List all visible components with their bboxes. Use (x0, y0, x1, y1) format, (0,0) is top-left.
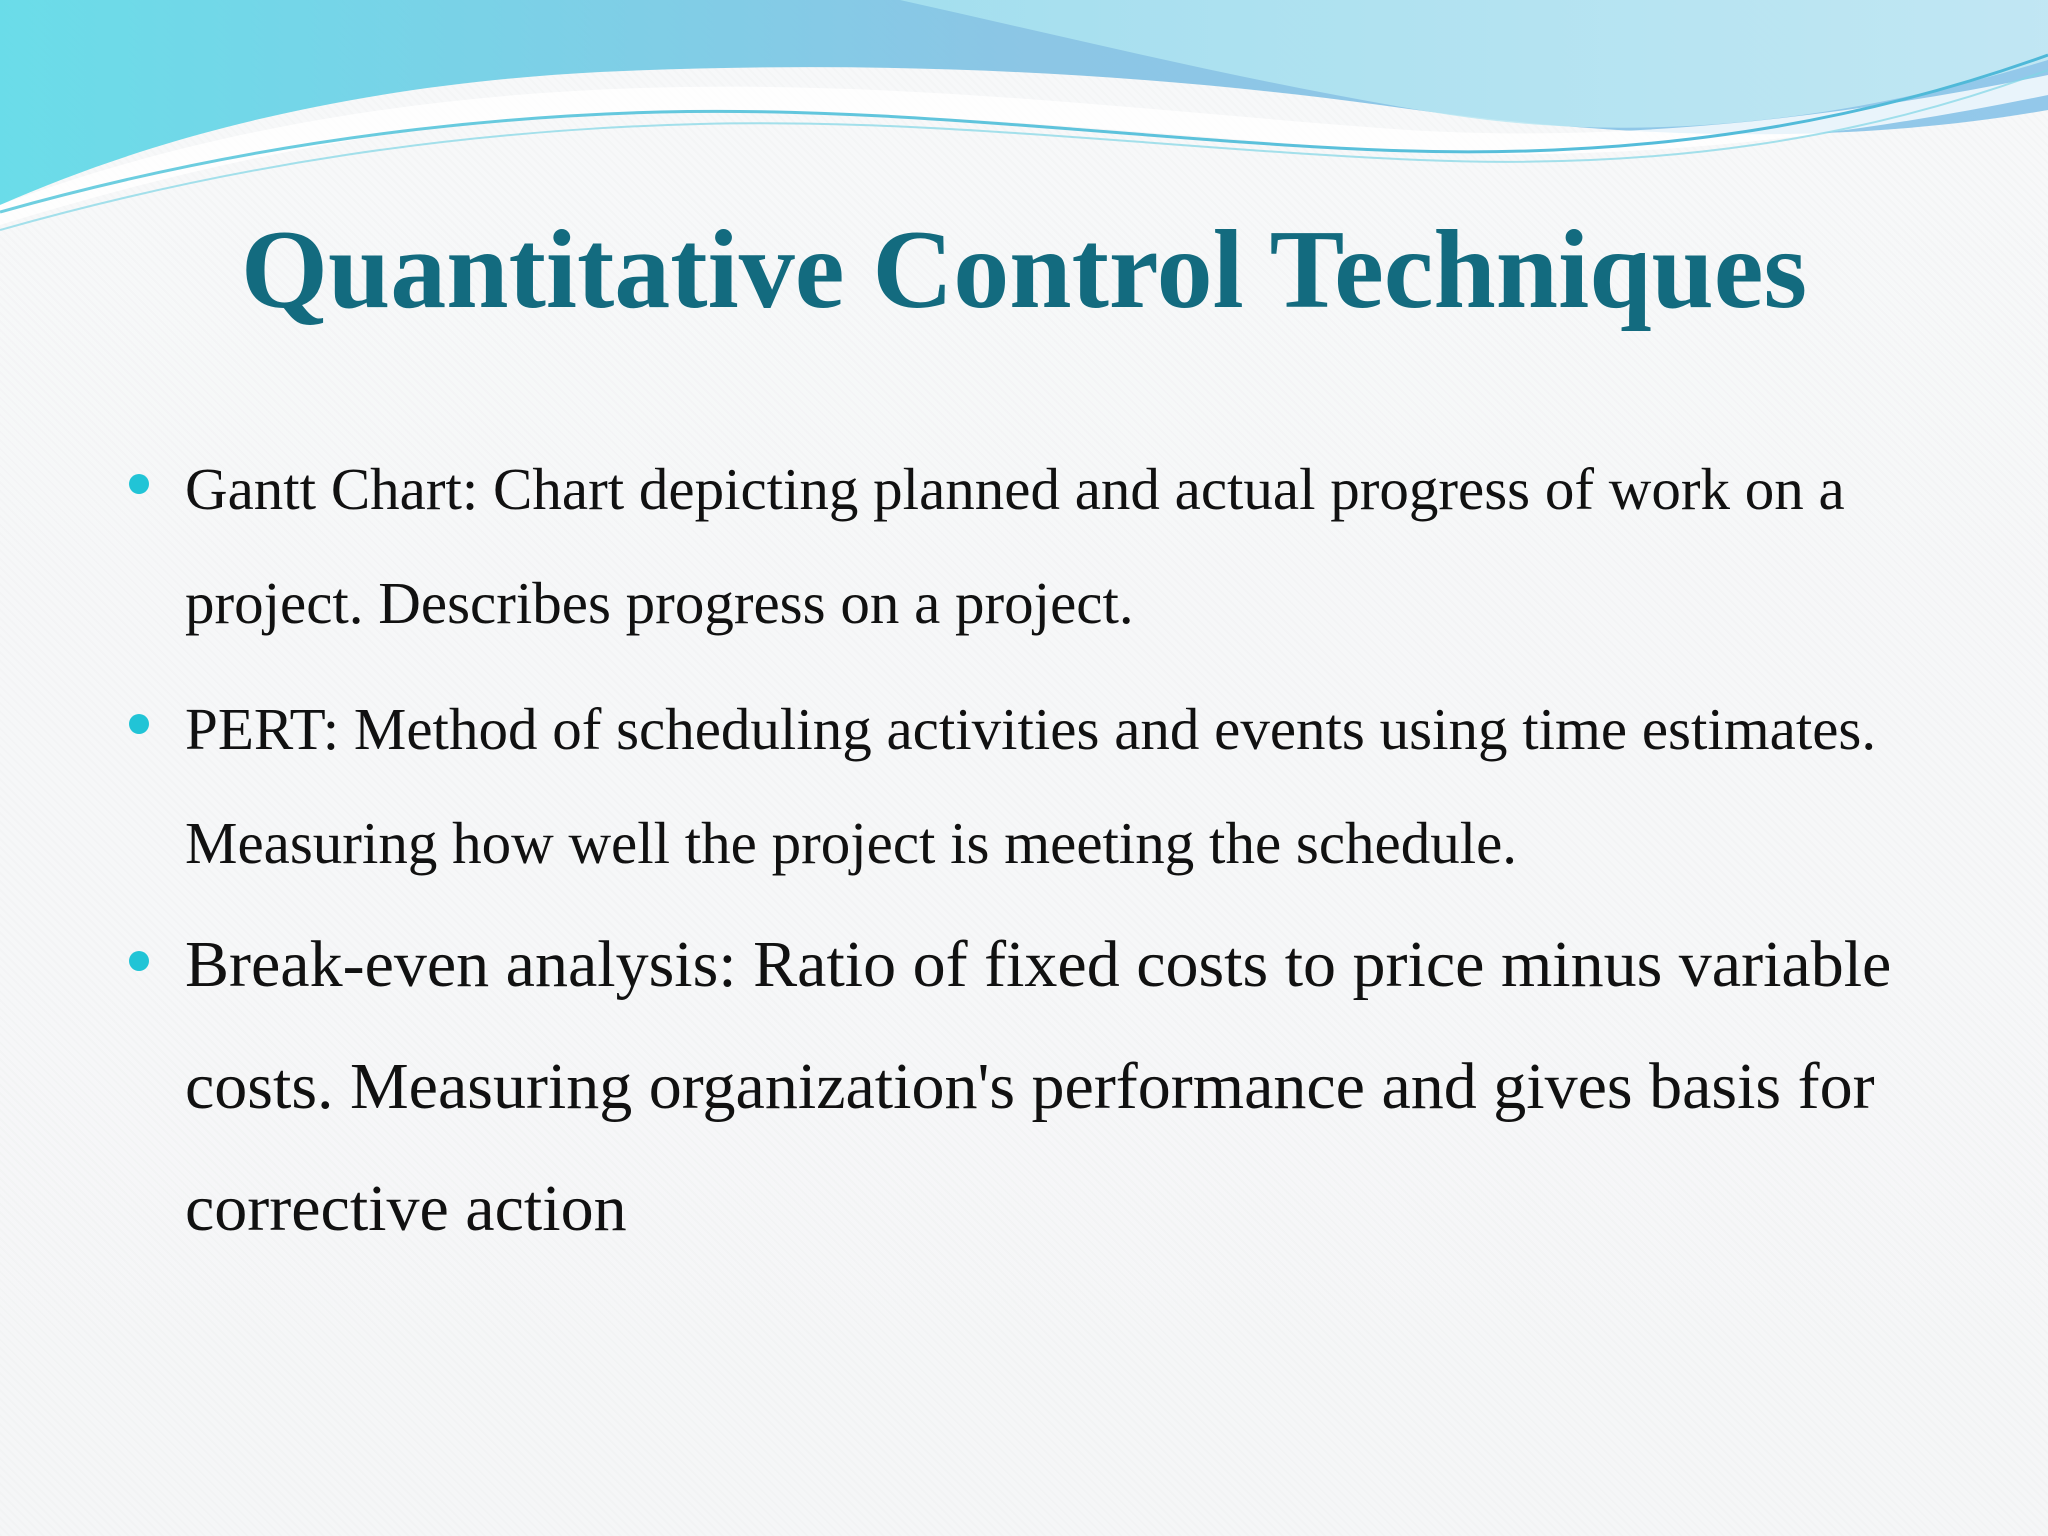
bullet-text: Gantt Chart: Chart depicting planned and actual progress of work on a project. Describes progress on a project. (185, 456, 1845, 636)
bullet-dot-icon (129, 474, 149, 494)
bullet-dot-icon (129, 714, 149, 734)
bullet-item-break-even-analysis (185, 904, 1965, 1270)
bullet-item-gantt-chart (185, 432, 1965, 660)
bullet-text: Break-even analysis: Ratio of fixed costs to price minus variable costs. Measuring organization's performance and gives basis for corrective action (185, 928, 1892, 1245)
bullet-dot-icon (129, 951, 149, 971)
slide-title: Quantitative Control Techniques (240, 208, 1808, 332)
bullet-text: PERT: Method of scheduling activities and events using time estimates. Measuring how well the project is meeting the schedule. (185, 696, 1877, 876)
bullet-item-pert (185, 672, 1965, 900)
